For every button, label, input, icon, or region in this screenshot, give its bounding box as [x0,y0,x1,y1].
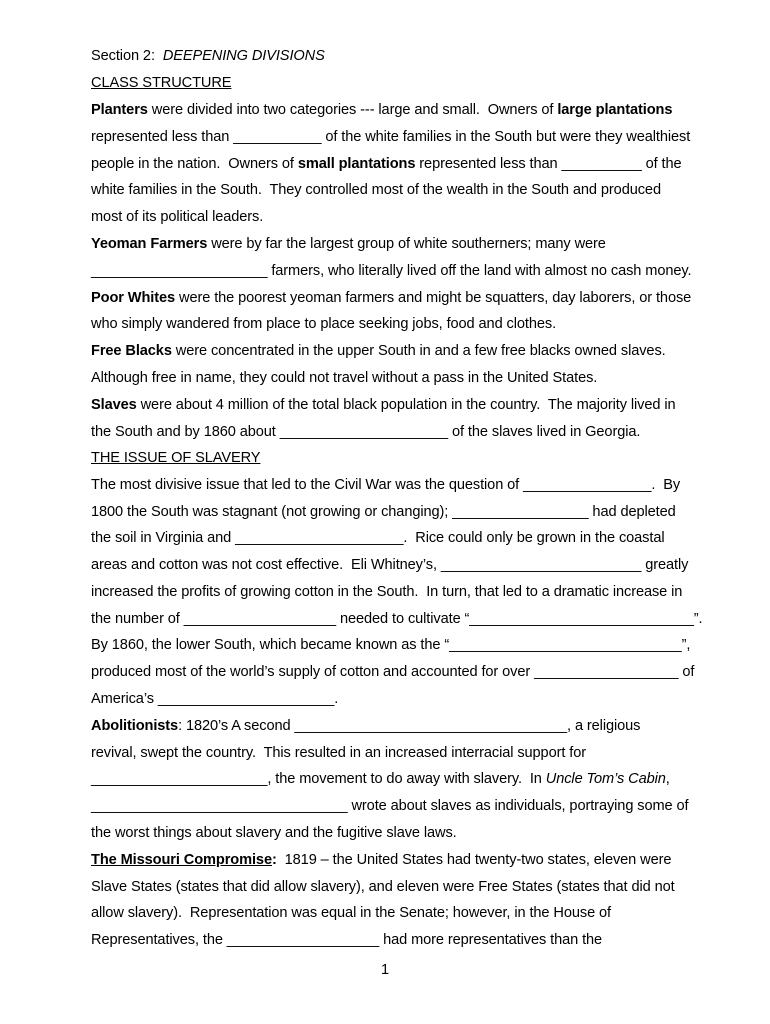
slavery-line-9: America’s ______________________. [91,691,339,707]
section-header [91,47,325,65]
slavery-line-1: The most divisive issue that led to the Civil War was the question of ________________. By [91,477,681,493]
free-blacks-line-2: Although free in name, they could not travel without a pass in the United States. [91,370,598,386]
slavery-line-6: the number of ___________________ needed to cultivate “____________________________”. [91,611,703,627]
slavery-line-7: By 1860, the lower South, which became known as the “_____________________________”, [91,637,691,653]
section-label: Section 2: [91,48,163,64]
abolitionists-line-5: the worst things about slavery and the fugitive slave laws. [91,825,457,841]
planters-line-4: white families in the South. They controlled most of the wealth in the South and produced [91,182,661,198]
poor-whites-term: Poor Whites [91,290,176,306]
missouri-compromise-term: The Missouri Compromise [91,852,272,868]
abolitionists-line-3: ______________________, the movement to do away with slavery. In Uncle Tom’s Cabin, [91,771,670,787]
abolitionists-line-1: Abolitionists: 1820’s A second __________________________________, a religious [91,718,641,734]
class-structure-heading: CLASS STRUCTURE [91,75,232,91]
missouri-line-3: allow slavery). Representation was equal in the Senate; however, in the House of [91,905,612,921]
slaves-line-1: Slaves were about 4 million of the total black population in the country. The majority lived in [91,397,676,413]
slavery-line-2: 1800 the South was stagnant (not growing or changing); _________________ had depleted [91,504,676,520]
free-blacks-term: Free Blacks [91,343,172,359]
missouri-line-1: The Missouri Compromise: 1819 – the United States had twenty-two states, eleven were [91,852,672,868]
abolitionists-term: Abolitionists [91,718,179,734]
planters-term: Planters [91,102,148,118]
slavery-line-8: produced most of the world’s supply of cotton and accounted for over __________________ of [91,664,695,680]
slavery-line-5: increased the profits of growing cotton in the South. In turn, that led to a dramatic increase in [91,584,683,600]
issue-of-slavery-heading: THE ISSUE OF SLAVERY [91,450,261,466]
planters-line-1: Planters were divided into two categories --- large and small. Owners of large plantations [91,102,673,118]
poor-whites-line-2: who simply wandered from place to place seeking jobs, food and clothes. [91,316,557,332]
planters-line-3: people in the nation. Owners of small plantations represented less than __________ of the [91,156,682,172]
slavery-line-4: areas and cotton was not cost effective. Eli Whitney’s, _________________________ greatly [91,557,689,573]
yeoman-farmers-term: Yeoman Farmers [91,236,208,252]
slaves-term: Slaves [91,397,137,413]
planters-line-5: most of its political leaders. [91,209,264,225]
large-plantations-term: large plantations [557,102,673,118]
missouri-line-4: Representatives, the ___________________ had more representatives than the [91,932,603,948]
slaves-line-2: the South and by 1860 about _____________________ of the slaves lived in Georgia. [91,424,641,440]
page-number: 1 [380,962,390,978]
small-plantations-term: small plantations [297,156,416,172]
book-title: Uncle Tom’s Cabin [545,771,666,787]
yeoman-line-1: Yeoman Farmers were by far the largest group of white southerners; many were [91,236,606,252]
free-blacks-line-1: Free Blacks were concentrated in the upper South in and a few free blacks owned slaves. [91,343,666,359]
abolitionists-line-4: ________________________________ wrote about slaves as individuals, portraying some of [91,798,689,814]
slavery-line-3: the soil in Virginia and _____________________. Rice could only be grown in the coastal [91,530,665,546]
yeoman-line-2: ______________________ farmers, who literally lived off the land with almost no cash money. [91,263,692,279]
abolitionists-line-2: revival, swept the country. This resulted in an increased interracial support for [91,745,586,761]
poor-whites-line-1: Poor Whites were the poorest yeoman farmers and might be squatters, day laborers, or those [91,290,692,306]
missouri-line-2: Slave States (states that did allow slavery), and eleven were Free States (states that did not [91,879,675,895]
section-title: DEEPENING DIVISIONS [162,48,325,64]
planters-line-2: represented less than ___________ of the white families in the South but were they wealthiest [91,129,691,145]
